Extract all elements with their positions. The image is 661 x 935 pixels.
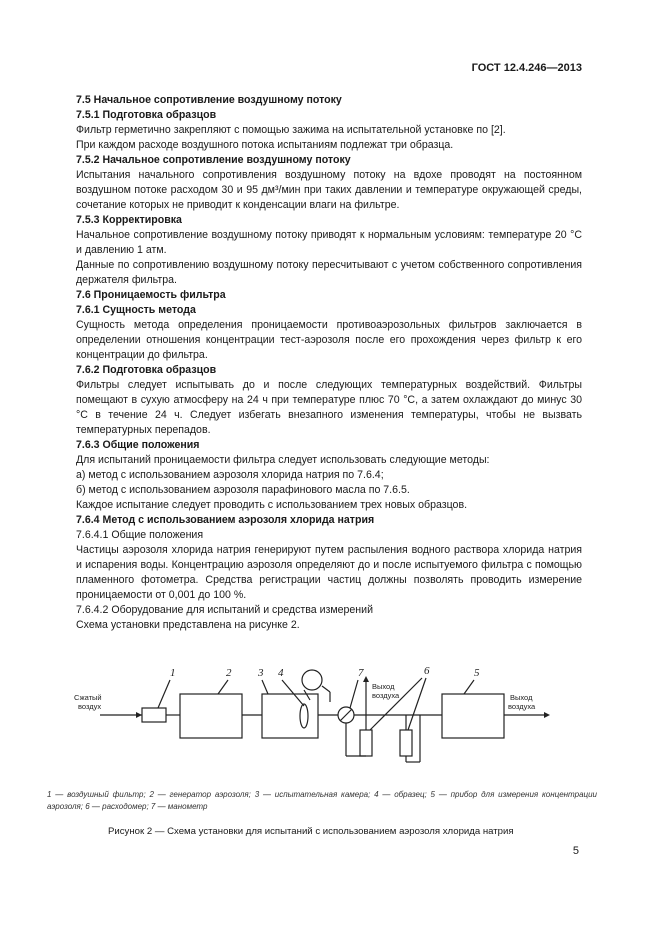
figure-caption: Рисунок 2 — Схема установки для испытаний с использованием аэрозоля хлорида натрия [108, 826, 514, 837]
callout-7: 7 [358, 667, 364, 679]
manometer-dial [302, 670, 322, 690]
callout-6: 6 [424, 665, 430, 677]
callout-5: 5 [474, 667, 480, 679]
body-paragraph: Данные по сопротивлению воздушному потоку пересчитывают с учетом собственного сопротивления держателя фильтра. [76, 259, 582, 286]
section-heading: 7.6 Проницаемость фильтра [76, 289, 226, 301]
body-paragraph: Сущность метода определения проницаемости противоаэрозольных фильтров заключается в определении отношения концентрации тест-аэрозоля после его прохождения через фильтр к его концентрации до фильтра. [76, 319, 582, 361]
outlet-1-label-2: воздуха [372, 691, 400, 700]
photometer-box [442, 694, 504, 738]
flowmeter-left [360, 730, 372, 756]
section-heading: 7.5 Начальное сопротивление воздушному потоку [76, 94, 342, 106]
body-paragraph: Для испытаний проницаемости фильтра следует использовать следующие методы: [76, 454, 490, 466]
callout-2: 2 [226, 667, 232, 679]
inlet-label-2: воздух [78, 702, 102, 711]
document-body [76, 93, 582, 633]
body-paragraph: Фильтр герметично закрепляют с помощью зажима на испытательной установке по [2]. [76, 124, 506, 136]
outlet-2-label-1: Выход [510, 693, 533, 702]
inlet-label-1: Сжатый [74, 693, 102, 702]
aerosol-generator-box [180, 694, 242, 738]
section-heading: 7.6.1 Сущность метода [76, 304, 196, 316]
document-header-id: ГОСТ 12.4.246—2013 [471, 62, 582, 74]
outlet-2-label-2: воздуха [508, 702, 536, 711]
section-heading: 7.5.1 Подготовка образцов [76, 109, 217, 121]
test-setup-diagram [60, 662, 600, 777]
body-paragraph: 7.6.4.1 Общие положения [76, 529, 204, 541]
body-paragraph: При каждом расходе воздушного потока испытаниям подлежат три образца. [76, 139, 454, 151]
body-paragraph: 7.6.4.2 Оборудование для испытаний и средства измерений [76, 604, 373, 616]
body-paragraph: Начальное сопротивление воздушному потоку приводят к нормальным условиям: температуре 20 °С и давлению 1 атм. [76, 229, 582, 256]
inlet-arrow-icon [136, 712, 142, 718]
flowmeter-right [400, 730, 412, 756]
outlet-right-arrow-icon [544, 712, 550, 718]
air-filter-box [142, 708, 166, 722]
figure-legend: 1 — воздушный фильтр; 2 — генератор аэрозоля; 3 — испытательная камера; 4 — образец; 5 — прибор для измерения концентрации аэрозоля; 6 — расходомер; 7 — манометр [47, 790, 597, 811]
outlet-1-label-1: Выход [372, 682, 395, 691]
page-number: 5 [572, 845, 579, 857]
body-paragraph: Частицы аэрозоля хлорида натрия генерируют путем распыления водного раствора хлорида натрия и испарения воды. Концентрацию аэрозоля определяют до и после испытуемого фильтра с помощью пламенного фотометра. Средства регистрации частиц должны позволять проводить измерение проницаемости от 0,001 до 100 %. [76, 544, 582, 601]
callout-4: 4 [278, 667, 284, 679]
body-paragraph: Каждое испытание следует проводить с использованием трех новых образцов. [76, 499, 468, 511]
section-heading: 7.6.4 Метод с использованием аэрозоля хлорида натрия [76, 514, 375, 526]
callout-1: 1 [170, 667, 176, 679]
body-paragraph: Фильтры следует испытывать до и после следующих температурных воздействий. Фильтры помещают в сухую атмосферу на 24 ч при температуре плюс 70 °С, а затем охлаждают до минус 30 °С в течение 24 ч. Следует избегать внезапного изменения температуры, чтобы не вызвать температурных перепадов. [76, 379, 582, 436]
section-heading: 7.5.2 Начальное сопротивление воздушному потоку [76, 154, 351, 166]
body-paragraph: б) метод с использованием аэрозоля парафинового масла по 7.6.5. [76, 484, 410, 496]
body-paragraph: Испытания начального сопротивления воздушному потоку на вдохе проводят на постоянном воздушном потоке расходом 30 и 95 дм³/мин при таких давлении и температуре окружающей среды, сочетание которых не приводит к конденсации влаги на фильтре. [76, 169, 582, 211]
body-paragraph: Схема установки представлена на рисунке 2. [76, 619, 300, 631]
section-heading: 7.6.3 Общие положения [76, 439, 200, 451]
section-heading: 7.5.3 Корректировка [76, 214, 182, 226]
sample-shape [300, 704, 308, 728]
section-heading: 7.6.2 Подготовка образцов [76, 364, 217, 376]
outlet-up-arrow-icon [363, 676, 369, 682]
callout-3: 3 [258, 667, 264, 679]
body-paragraph: а) метод с использованием аэрозоля хлорида натрия по 7.6.4; [76, 469, 384, 481]
test-chamber-box [262, 694, 318, 738]
